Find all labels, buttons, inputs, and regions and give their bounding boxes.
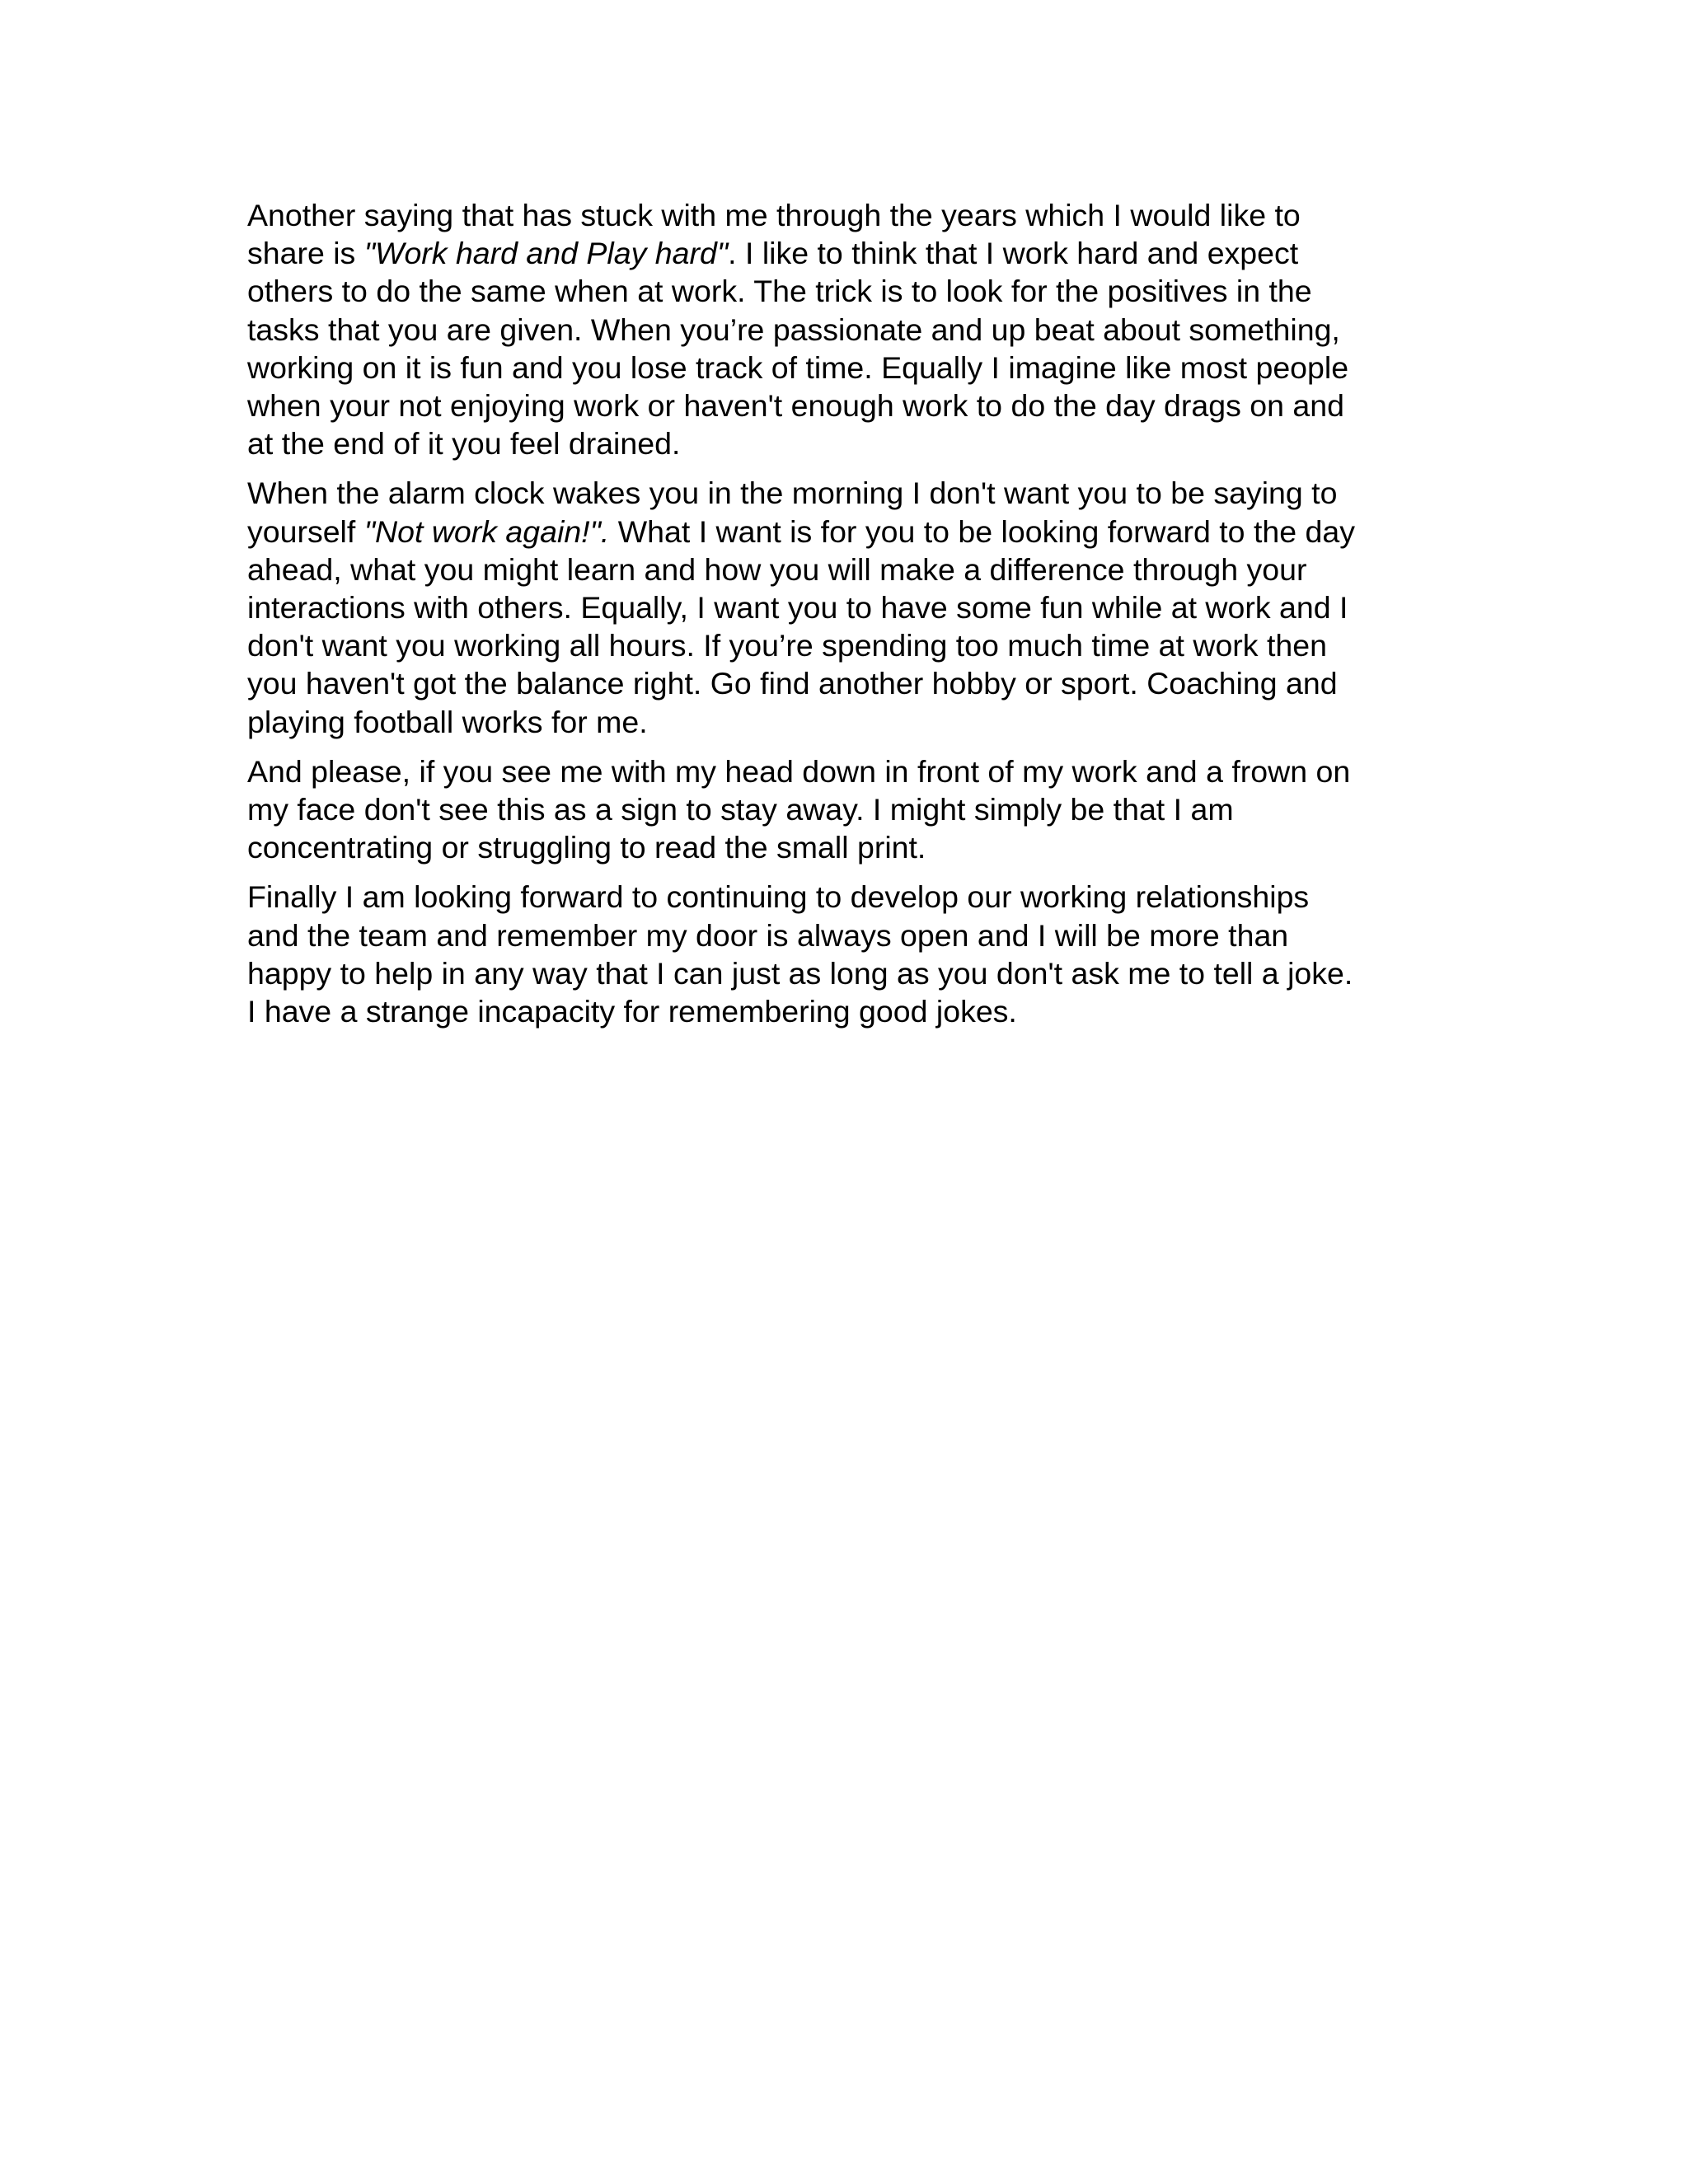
text-segment: And please, if you see me with my head down in front of my work and a frown on	[247, 753, 1351, 789]
text-line	[247, 387, 1451, 424]
text-segment: What I want is for you to be looking forward to the day	[609, 513, 1355, 549]
text-line	[247, 513, 1451, 551]
text-segment: others to do the same when at work. The trick is to look for the positives in the	[247, 274, 1312, 309]
text-line	[247, 916, 1451, 954]
text-segment: my face don't see this as a sign to stay away. I might simply be that I am	[247, 792, 1234, 827]
text-line	[247, 311, 1451, 349]
paragraph	[247, 752, 1451, 867]
text-segment: don't want you working all hours. If you’re spending too much time at work then	[247, 628, 1327, 663]
text-line	[247, 196, 1451, 234]
text-segment: when your not enjoying work or haven't enough work to do the day drags on and	[247, 388, 1344, 424]
text-line	[247, 626, 1451, 664]
text-segment: . I like to think that I work hard and expect	[728, 236, 1299, 271]
text-line	[247, 349, 1451, 387]
paragraph	[247, 196, 1451, 462]
text-segment: share is	[247, 236, 364, 271]
text-line	[247, 664, 1451, 702]
text-segment: When the alarm clock wakes you in the morning I don't want you to be saying to	[247, 476, 1338, 511]
text-segment: Finally I am looking forward to continuing to develop our working relationships	[247, 879, 1310, 915]
text-line	[247, 703, 1451, 741]
document-body	[247, 196, 1451, 1042]
text-line	[247, 234, 1451, 272]
text-line	[247, 588, 1451, 626]
text-line	[247, 992, 1451, 1030]
text-line	[247, 954, 1451, 992]
text-segment: working on it is fun and you lose track of time. Equally I imagine like most people	[247, 349, 1349, 385]
paragraph	[247, 474, 1451, 740]
text-segment: and the team and remember my door is always open and I will be more than	[247, 917, 1289, 953]
text-line	[247, 424, 1451, 462]
text-line	[247, 790, 1451, 828]
italic-quote: "Work hard and Play hard"	[363, 236, 729, 271]
text-line	[247, 474, 1451, 512]
text-line	[247, 272, 1451, 310]
italic-quote: "Not work again!".	[363, 513, 610, 549]
text-line	[247, 752, 1451, 790]
text-segment: happy to help in any way that I can just as long as you don't ask me to tell a joke.	[247, 955, 1353, 991]
text-segment: playing football works for me.	[247, 704, 648, 739]
text-segment: I have a strange incapacity for remembering good jokes.	[247, 994, 1017, 1029]
text-line	[247, 551, 1451, 588]
text-line	[247, 828, 1451, 866]
text-segment: at the end of it you feel drained.	[247, 426, 681, 462]
text-segment: yourself	[247, 513, 364, 549]
text-segment: tasks that you are given. When you’re passionate and up beat about something,	[247, 312, 1340, 347]
text-segment: interactions with others. Equally, I want you to have some fun while at work and I	[247, 590, 1348, 626]
text-segment: you haven't got the balance right. Go find another hobby or sport. Coaching and	[247, 666, 1338, 701]
paragraph	[247, 878, 1451, 1030]
text-segment: concentrating or struggling to read the small print.	[247, 830, 926, 865]
text-line	[247, 878, 1451, 916]
text-segment: ahead, what you might learn and how you will make a difference through your	[247, 551, 1307, 587]
text-segment: Another saying that has stuck with me through the years which I would like to	[247, 198, 1301, 232]
